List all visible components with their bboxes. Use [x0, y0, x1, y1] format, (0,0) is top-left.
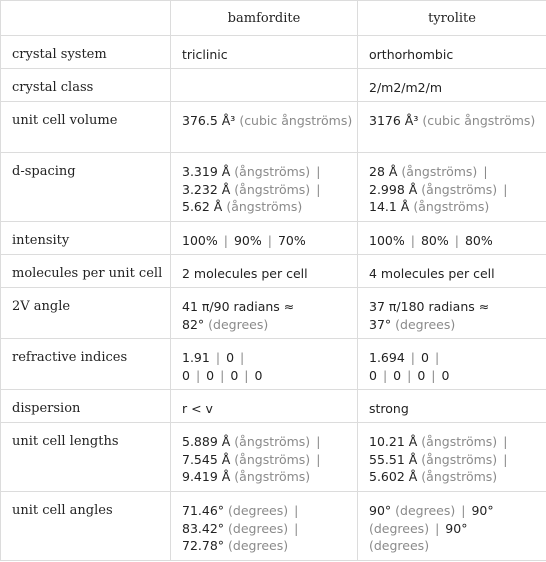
unit: (cubic ångströms)	[422, 113, 536, 128]
bamfordite-molecules: 2 molecules per cell	[171, 255, 358, 288]
value: 37°	[369, 316, 392, 332]
unit: (ångströms)	[234, 451, 311, 467]
value: 41 π/90 radians ≈	[182, 299, 295, 314]
tyrolite-unit-cell-lengths	[358, 423, 546, 492]
unit: (degrees)	[395, 503, 456, 518]
separator: |	[220, 367, 225, 383]
value: 70%	[277, 233, 306, 248]
header-tyrolite: tyrolite	[358, 1, 546, 36]
separator: |	[407, 367, 412, 383]
separator: |	[244, 367, 249, 383]
value: 80%	[420, 233, 449, 248]
separator: |	[316, 181, 321, 197]
bamfordite-dispersion: r < v	[171, 390, 358, 423]
value: 5.602 Å	[369, 469, 418, 484]
unit: (ångströms)	[413, 199, 490, 214]
row-label: unit cell volume	[1, 102, 171, 153]
separator: |	[461, 503, 466, 518]
unit: (degrees)	[228, 520, 289, 536]
tyrolite-unit-cell-volume	[358, 102, 546, 153]
bamfordite-unit-cell-angles	[171, 492, 358, 561]
separator: |	[215, 350, 221, 365]
unit: (ångströms)	[234, 164, 311, 179]
tyrolite-intensity	[358, 222, 546, 255]
tyrolite-molecules: 4 molecules per cell	[358, 255, 546, 288]
separator: |	[316, 164, 321, 179]
value: 0	[441, 367, 450, 383]
value: 90°	[369, 503, 392, 518]
separator: |	[454, 233, 459, 248]
value: 0	[421, 350, 429, 365]
value: 5.889 Å	[182, 434, 231, 449]
value: 90°	[445, 520, 468, 536]
row-label: dispersion	[1, 390, 171, 423]
unit: (degrees)	[369, 538, 430, 553]
row-label: d-spacing	[1, 153, 171, 222]
unit: (ångströms)	[226, 199, 303, 214]
value: 0	[369, 367, 377, 383]
value: 71.46°	[182, 503, 225, 518]
tyrolite-2v-angle	[358, 288, 546, 339]
row-crystal-system	[1, 36, 546, 69]
value: 82°	[182, 316, 205, 332]
bamfordite-refractive-indices	[171, 339, 358, 390]
value: 0	[254, 367, 263, 383]
row-refractive-indices	[1, 339, 546, 390]
value: 14.1 Å	[369, 199, 410, 214]
value: 90%	[233, 233, 262, 248]
value: 3.319 Å	[182, 164, 231, 179]
separator: |	[431, 367, 436, 383]
bamfordite-d-spacing	[171, 153, 358, 222]
tyrolite-refractive-indices	[358, 339, 546, 390]
separator: |	[267, 233, 272, 248]
value: 7.545 Å	[182, 451, 231, 467]
unit: (cubic ångströms)	[239, 113, 353, 128]
value: 1.91	[182, 350, 210, 365]
separator: |	[503, 181, 508, 197]
unit: (degrees)	[369, 520, 430, 536]
value: 1.694	[369, 350, 405, 365]
value: 100%	[369, 233, 405, 248]
separator: |	[435, 520, 440, 536]
row-label: unit cell angles	[1, 492, 171, 561]
unit: (ångströms)	[401, 164, 478, 179]
value: 72.78°	[182, 538, 225, 553]
separator: |	[223, 233, 228, 248]
unit: (ångströms)	[421, 434, 498, 449]
tyrolite-d-spacing	[358, 153, 546, 222]
separator: |	[503, 434, 508, 449]
unit: (degrees)	[228, 538, 289, 553]
row-label: 2V angle	[1, 288, 171, 339]
separator: |	[240, 350, 245, 365]
separator: |	[195, 367, 201, 383]
unit: (degrees)	[395, 316, 456, 332]
tyrolite-unit-cell-angles	[358, 492, 546, 561]
row-label: crystal class	[1, 69, 171, 102]
unit: (ångströms)	[421, 451, 498, 467]
bamfordite-intensity	[171, 222, 358, 255]
row-intensity	[1, 222, 546, 255]
separator: |	[316, 434, 321, 449]
row-d-spacing	[1, 153, 546, 222]
separator: |	[410, 233, 415, 248]
unit: (degrees)	[208, 316, 269, 332]
separator: |	[382, 367, 388, 383]
bamfordite-2v-angle	[171, 288, 358, 339]
value: 80%	[464, 233, 493, 248]
bamfordite-unit-cell-volume	[171, 102, 358, 153]
row-label: refractive indices	[1, 339, 171, 390]
value: 0	[226, 350, 235, 365]
row-unit-cell-lengths	[1, 423, 546, 492]
value: 37 π/180 radians ≈	[369, 299, 490, 314]
value: 10.21 Å	[369, 434, 418, 449]
value: 28 Å	[369, 164, 398, 179]
separator: |	[316, 451, 321, 467]
value: 0	[182, 367, 190, 383]
bamfordite-unit-cell-lengths	[171, 423, 358, 492]
value: 5.62 Å	[182, 199, 223, 214]
row-molecules-per-unit-cell	[1, 255, 546, 288]
tyrolite-dispersion: strong	[358, 390, 546, 423]
bamfordite-crystal-system: triclinic	[171, 36, 358, 69]
row-label: molecules per unit cell	[1, 255, 171, 288]
tyrolite-crystal-class: 2/m2/m2/m	[358, 69, 546, 102]
unit: (ångströms)	[421, 469, 498, 484]
value: 2.998 Å	[369, 181, 418, 197]
bamfordite-crystal-class	[171, 69, 358, 102]
tyrolite-crystal-system: orthorhombic	[358, 36, 546, 69]
value: 90°	[471, 503, 494, 518]
separator: |	[294, 520, 299, 536]
header-row	[1, 1, 546, 36]
unit: (ångströms)	[234, 469, 311, 484]
row-unit-cell-angles	[1, 492, 546, 561]
value: 0	[230, 367, 239, 383]
separator: |	[483, 164, 488, 179]
value: 3176 Å³	[369, 113, 419, 128]
separator: |	[503, 451, 508, 467]
value: 83.42°	[182, 520, 225, 536]
separator: |	[410, 350, 416, 365]
row-label: intensity	[1, 222, 171, 255]
row-unit-cell-volume	[1, 102, 546, 153]
value: 0	[417, 367, 426, 383]
row-2v-angle	[1, 288, 546, 339]
separator: |	[294, 503, 299, 518]
row-crystal-class	[1, 69, 546, 102]
value: 3.232 Å	[182, 181, 231, 197]
value: 376.5 Å³	[182, 113, 236, 128]
row-dispersion	[1, 390, 546, 423]
value: 0	[393, 367, 402, 383]
value: 55.51 Å	[369, 451, 418, 467]
row-label: crystal system	[1, 36, 171, 69]
row-label: unit cell lengths	[1, 423, 171, 492]
unit: (ångströms)	[421, 181, 498, 197]
unit: (ångströms)	[234, 181, 311, 197]
unit: (degrees)	[228, 503, 289, 518]
separator: |	[434, 350, 440, 365]
value: 0	[206, 367, 215, 383]
value: 9.419 Å	[182, 469, 231, 484]
value: 100%	[182, 233, 218, 248]
header-empty	[1, 1, 171, 36]
header-bamfordite: bamfordite	[171, 1, 358, 36]
unit: (ångströms)	[234, 434, 311, 449]
